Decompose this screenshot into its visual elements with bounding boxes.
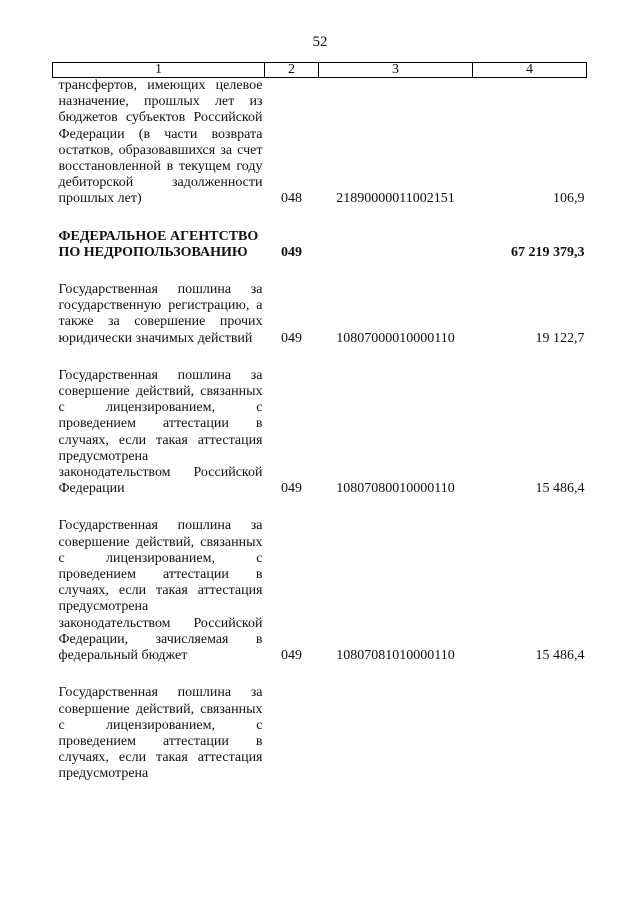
row-amount: 15 486,4 — [535, 648, 585, 664]
table-row — [53, 350, 587, 501]
column-header-4: 4 — [473, 63, 587, 78]
table-row-agency — [53, 211, 587, 264]
column-header-1: 1 — [53, 63, 265, 78]
row-admin-code: 048 — [281, 191, 302, 207]
page-number: 52 — [312, 34, 328, 50]
row-budget-code: 10807000010000110 — [336, 330, 455, 346]
row-description: Государственная пошлина за совершение действий, связанных с лицензированием, с проведением аттестации в случаях, если такая аттестация предусмотрена законодательством Российской Федерации, зачисляемая в федеральный бюджет — [58, 518, 263, 664]
table-row — [53, 500, 587, 667]
agency-title: ФЕДЕРАЛЬНОЕ АГЕНТСТВО ПО НЕДРОПОЛЬЗОВАНИЮ — [58, 228, 259, 260]
revenue-table — [52, 62, 587, 786]
table-header — [53, 63, 587, 78]
row-budget-code: 10807080010000110 — [336, 481, 455, 497]
row-description: Государственная пошлина за совершение действий, связанных с лицензированием, с проведением аттестации в случаях, если такая аттестация предусмотрена — [58, 685, 263, 782]
row-admin-code: 049 — [281, 481, 302, 497]
row-admin-code — [265, 667, 319, 785]
row-budget-code — [319, 211, 473, 264]
row-amount: 67 219 379,3 — [511, 244, 585, 260]
row-amount: 15 486,4 — [535, 481, 585, 497]
row-amount: 19 122,7 — [535, 330, 585, 346]
row-admin-code: 049 — [281, 244, 302, 260]
row-admin-code: 049 — [281, 330, 302, 346]
row-admin-code: 049 — [281, 648, 302, 664]
row-budget-code — [319, 667, 473, 785]
row-budget-code: 10807081010000110 — [336, 648, 455, 664]
table-row — [53, 78, 587, 211]
row-amount — [473, 667, 587, 785]
row-description: Государственная пошлина за государственную регистрацию, а также за совершение прочих юридически значимых действий — [58, 282, 263, 346]
table-row — [53, 264, 587, 350]
row-amount: 106,9 — [553, 191, 585, 207]
row-description: трансфертов, имеющих целевое назначение, прошлых лет из бюджетов субъектов Российской Федерации (в части возврата остатков, образовавшихся за счет восстановленной в текущем году дебиторской задолженности прошлых лет) — [58, 78, 263, 207]
row-description: Государственная пошлина за совершение действий, связанных с лицензированием, с проведением аттестации в случаях, если такая аттестация предусмотрена законодательством Российской Федерации — [58, 367, 263, 497]
column-header-3: 3 — [319, 63, 473, 78]
table-row — [53, 667, 587, 785]
column-header-2: 2 — [265, 63, 319, 78]
row-budget-code: 21890000011002151 — [336, 191, 455, 207]
